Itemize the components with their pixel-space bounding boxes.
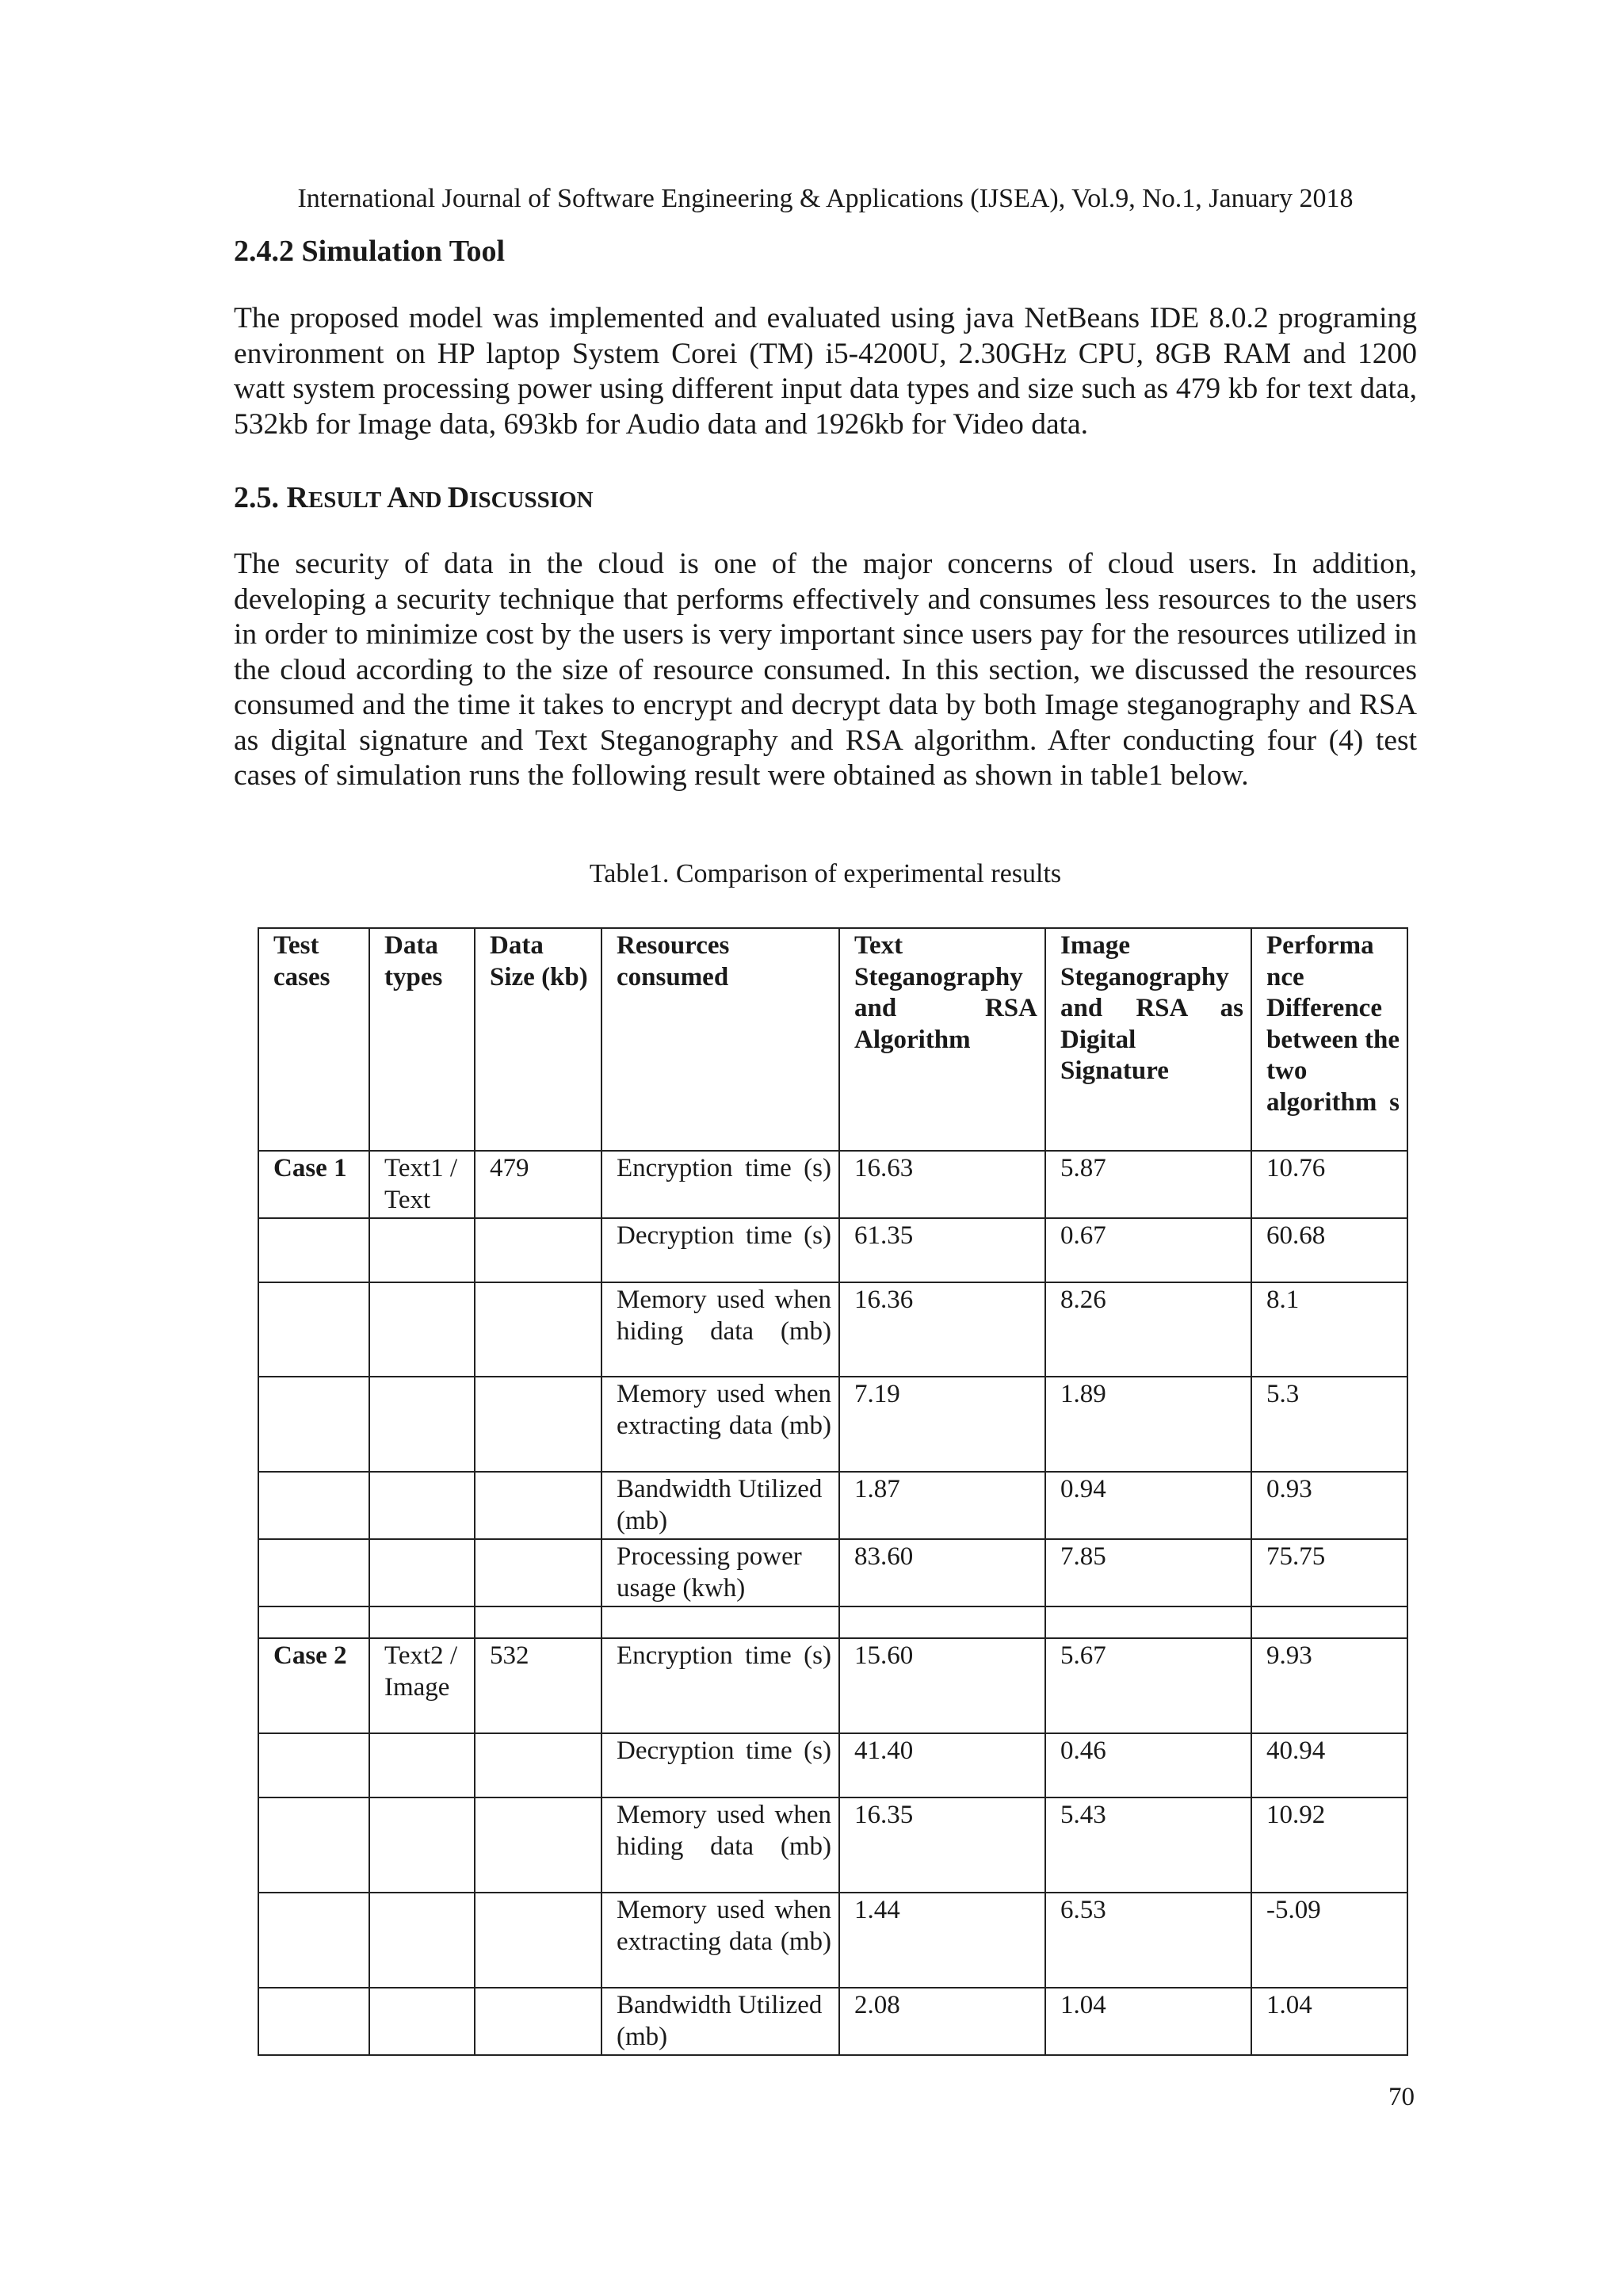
table-row bbox=[258, 1282, 1407, 1377]
data-type-cell bbox=[369, 1988, 475, 2055]
data-type-cell bbox=[369, 1377, 475, 1472]
section-title-r-cap: R bbox=[286, 481, 308, 514]
data-size-cell bbox=[475, 1539, 601, 1606]
paragraph-simulation-tool: The proposed model was implemented and evaluated using java NetBeans IDE 8.0.2 programing environment on HP laptop System Corei (TM) i5-4200U, 2.30GHz CPU, 8GB RAM and 1200 watt system processing power using different input data types and size such as 479 kb for text data, 532kb for Image data, 693kb for Audio data and 1926kb for Video data. bbox=[234, 302, 1417, 441]
header-cell: Text Steganography and RSA Algorithm bbox=[839, 928, 1045, 1151]
difference-cell: 60.68 bbox=[1251, 1218, 1407, 1282]
case-cell bbox=[258, 1539, 369, 1606]
difference-cell: -5.09 bbox=[1251, 1893, 1407, 1988]
image-steg-cell: 5.87 bbox=[1045, 1151, 1251, 1218]
text-steg-cell: 83.60 bbox=[839, 1539, 1045, 1606]
empty-cell bbox=[258, 1606, 369, 1638]
empty-cell bbox=[369, 1606, 475, 1638]
data-type-cell bbox=[369, 1797, 475, 1893]
data-size-cell bbox=[475, 1797, 601, 1893]
text-steg-cell: 15.60 bbox=[839, 1638, 1045, 1733]
table-row bbox=[258, 1988, 1407, 2055]
resource-cell: Decryption time (s) bbox=[601, 1218, 839, 1282]
table-row bbox=[258, 1377, 1407, 1472]
image-steg-cell: 1.89 bbox=[1045, 1377, 1251, 1472]
resource-cell: Bandwidth Utilized (mb) bbox=[601, 1988, 839, 2055]
data-size-cell: 532 bbox=[475, 1638, 601, 1733]
results-table bbox=[258, 927, 1408, 2056]
resource-cell: Processing power usage (kwh) bbox=[601, 1539, 839, 1606]
resource-cell: Encryption time (s) bbox=[601, 1151, 839, 1218]
data-type-cell: Text2 / Image bbox=[369, 1638, 475, 1733]
case-cell bbox=[258, 1282, 369, 1377]
image-steg-cell: 8.26 bbox=[1045, 1282, 1251, 1377]
empty-cell bbox=[1251, 1606, 1407, 1638]
data-type-cell bbox=[369, 1539, 475, 1606]
data-type-cell: Text1 / Text bbox=[369, 1151, 475, 1218]
data-type-cell bbox=[369, 1733, 475, 1797]
data-type-cell bbox=[369, 1472, 475, 1539]
text-steg-cell: 1.87 bbox=[839, 1472, 1045, 1539]
resource-cell: Memory used when extracting data (mb) bbox=[601, 1377, 839, 1472]
text-steg-cell: 16.36 bbox=[839, 1282, 1045, 1377]
image-steg-cell: 6.53 bbox=[1045, 1893, 1251, 1988]
header-cell: Test cases bbox=[258, 928, 369, 1151]
resource-cell: Decryption time (s) bbox=[601, 1733, 839, 1797]
difference-cell: 1.04 bbox=[1251, 1988, 1407, 2055]
section-title-a-cap: A bbox=[387, 481, 409, 514]
difference-cell: 75.75 bbox=[1251, 1539, 1407, 1606]
empty-cell bbox=[475, 1606, 601, 1638]
empty-cell bbox=[1045, 1606, 1251, 1638]
section-number: 2.5. bbox=[234, 481, 279, 514]
case-cell bbox=[258, 1377, 369, 1472]
text-steg-cell: 16.35 bbox=[839, 1797, 1045, 1893]
text-steg-cell: 16.63 bbox=[839, 1151, 1045, 1218]
header-cell: Image Steganography and RSA as Digital Signature bbox=[1045, 928, 1251, 1151]
image-steg-cell: 5.43 bbox=[1045, 1797, 1251, 1893]
table-row bbox=[258, 1893, 1407, 1988]
text-steg-cell: 7.19 bbox=[839, 1377, 1045, 1472]
section-title bbox=[234, 480, 594, 515]
data-type-cell bbox=[369, 1282, 475, 1377]
data-size-cell: 479 bbox=[475, 1151, 601, 1218]
paragraph-results: The security of data in the cloud is one of the major concerns of cloud users. In addition, developing a security technique that performs effectively and consumes less resources to the users in order to minimize cost by the users is very important since users pay for the resources utilized in the cloud according to the size of resource consumed. In this section, we discussed the resources consumed and the time it takes to encrypt and decrypt data by both Image steganography and RSA as digital signature and Text Steganography and RSA algorithm. After conducting four (4) test cases of simulation runs the following result were obtained as shown in table1 below. bbox=[234, 548, 1417, 792]
table-row bbox=[258, 1733, 1407, 1797]
data-size-cell bbox=[475, 1733, 601, 1797]
image-steg-cell: 0.67 bbox=[1045, 1218, 1251, 1282]
difference-cell: 0.93 bbox=[1251, 1472, 1407, 1539]
table-row bbox=[258, 1472, 1407, 1539]
header-cell: Data types bbox=[369, 928, 475, 1151]
table-row bbox=[258, 1797, 1407, 1893]
empty-cell bbox=[839, 1606, 1045, 1638]
section-title-r-rest: ESULT bbox=[307, 487, 388, 513]
image-steg-cell: 0.46 bbox=[1045, 1733, 1251, 1797]
subsection-title: 2.4.2 Simulation Tool bbox=[234, 235, 506, 268]
data-size-cell bbox=[475, 1377, 601, 1472]
data-size-cell bbox=[475, 1988, 601, 2055]
case-cell bbox=[258, 1733, 369, 1797]
resource-cell: Memory used when hiding data (mb) bbox=[601, 1797, 839, 1893]
header-cell: Data Size (kb) bbox=[475, 928, 601, 1151]
data-size-cell bbox=[475, 1893, 601, 1988]
resource-cell: Bandwidth Utilized (mb) bbox=[601, 1472, 839, 1539]
image-steg-cell: 5.67 bbox=[1045, 1638, 1251, 1733]
table-row-empty bbox=[258, 1606, 1407, 1638]
section-title-d-rest: ISCUSSION bbox=[469, 487, 594, 513]
difference-cell: 9.93 bbox=[1251, 1638, 1407, 1733]
difference-cell: 10.92 bbox=[1251, 1797, 1407, 1893]
data-size-cell bbox=[475, 1282, 601, 1377]
data-type-cell bbox=[369, 1893, 475, 1988]
text-steg-cell: 61.35 bbox=[839, 1218, 1045, 1282]
header-cell: Resources consumed bbox=[601, 928, 839, 1151]
table-caption: Table1. Comparison of experimental results bbox=[589, 859, 1062, 888]
text-steg-cell: 41.40 bbox=[839, 1733, 1045, 1797]
image-steg-cell: 0.94 bbox=[1045, 1472, 1251, 1539]
empty-cell bbox=[601, 1606, 839, 1638]
section-title-a-rest: ND bbox=[408, 487, 448, 513]
resource-cell: Encryption time (s) bbox=[601, 1638, 839, 1733]
data-size-cell bbox=[475, 1472, 601, 1539]
image-steg-cell: 7.85 bbox=[1045, 1539, 1251, 1606]
resource-cell: Memory used when hiding data (mb) bbox=[601, 1282, 839, 1377]
case-cell: Case 1 bbox=[258, 1151, 369, 1218]
case-cell: Case 2 bbox=[258, 1638, 369, 1733]
data-size-cell bbox=[475, 1218, 601, 1282]
case-cell bbox=[258, 1797, 369, 1893]
section-title-d-cap: D bbox=[447, 481, 470, 514]
table-row bbox=[258, 1151, 1407, 1218]
header-cell: Performa nce Difference between the two algorithm s bbox=[1251, 928, 1407, 1151]
text-steg-cell: 1.44 bbox=[839, 1893, 1045, 1988]
page-number: 70 bbox=[1388, 2083, 1415, 2111]
difference-cell: 5.3 bbox=[1251, 1377, 1407, 1472]
case-cell bbox=[258, 1218, 369, 1282]
case-cell bbox=[258, 1472, 369, 1539]
data-type-cell bbox=[369, 1218, 475, 1282]
table-row bbox=[258, 1218, 1407, 1282]
text-steg-cell: 2.08 bbox=[839, 1988, 1045, 2055]
resource-cell: Memory used when extracting data (mb) bbox=[601, 1893, 839, 1988]
difference-cell: 8.1 bbox=[1251, 1282, 1407, 1377]
table-row bbox=[258, 1539, 1407, 1606]
difference-cell: 40.94 bbox=[1251, 1733, 1407, 1797]
difference-cell: 10.76 bbox=[1251, 1151, 1407, 1218]
journal-header: International Journal of Software Engineering & Applications (IJSEA), Vol.9, No.1, January 2018 bbox=[297, 184, 1354, 213]
table-row bbox=[258, 1638, 1407, 1733]
image-steg-cell: 1.04 bbox=[1045, 1988, 1251, 2055]
case-cell bbox=[258, 1988, 369, 2055]
table-header-row bbox=[258, 928, 1407, 1151]
case-cell bbox=[258, 1893, 369, 1988]
